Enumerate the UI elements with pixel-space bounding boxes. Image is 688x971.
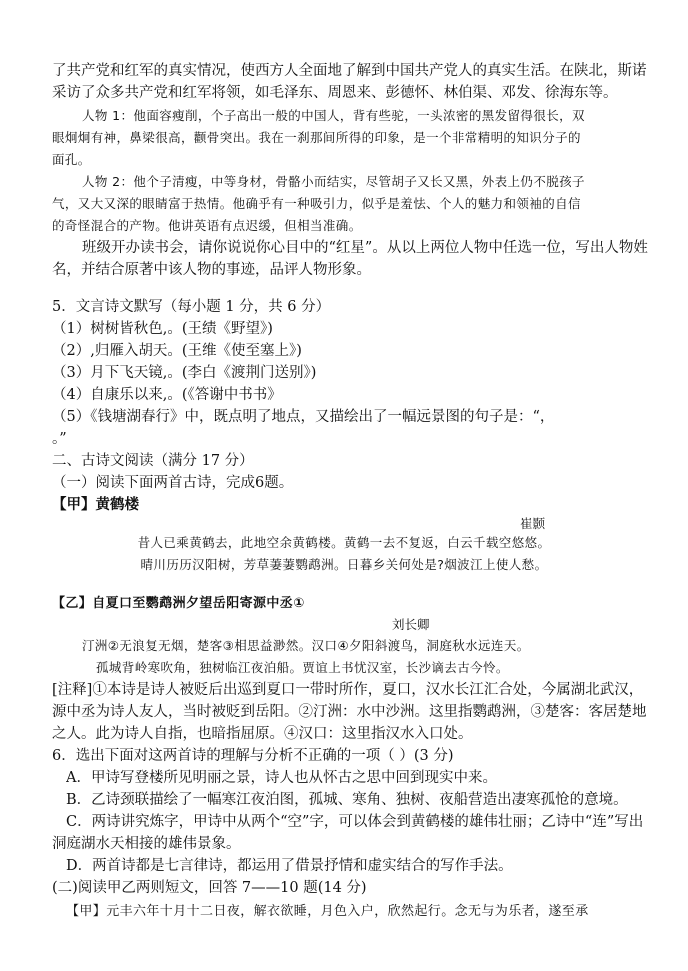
person2-line-3: 的奇怪混合的产物。他讲英语有点迟缓，但相当准确。 (52, 218, 362, 233)
section2-title: 二、古诗文阅读（满分 17 分） (52, 453, 254, 469)
q6-option-b: B．乙诗颈联描绘了一幅寒江夜泊图，孤城、寒角、独树、夜船营造出凄寒孤怆的意境。 (66, 792, 628, 808)
q5-item-3: （3）月下飞天镜,。(李白《渡荆门送别》) (52, 365, 317, 381)
person1-line-2: 眼炯炯有神，鼻梁很高，颧骨突出。我在一刹那间所得的印象，是一个非常精明的知识分子的 (52, 130, 581, 145)
notes-line-2: 源中丞为诗人友人，当时被贬到岳阳。②汀洲：水中沙洲。这里指鹦鹉洲，③楚客：客居楚地 (52, 704, 647, 720)
q5-title: 5．文言诗文默写（每小题 1 分，共 6 分） (52, 299, 331, 315)
task-line-2: 名，并结合原著中该人物的事迹，品评人物形象。 (52, 262, 371, 278)
person2-line-2: 气，又大又深的眼睛富于热情。他确乎有一种吸引力，似乎是羞怯、个人的魅力和领袖的自信 (52, 196, 581, 211)
task-line-1: 班级开办读书会，请你说说你心目中的“红星”。从以上两位人物中任选一位，写出人物姓 (82, 240, 648, 256)
q6-title: 6．选出下面对这两首诗的理解与分析不正确的一项（ ）(3 分) (52, 748, 454, 764)
q6-option-c-1: C．两诗讲究炼字，甲诗中从两个“空”字，可以体会到黄鹤楼的雄伟壮丽；乙诗中“连”写出 (66, 814, 644, 830)
intro-line-1: 了共产党和红军的真实情况，使西方人全面地了解到中国共产党人的真实生活。在陕北，斯诺 (52, 63, 647, 79)
section2-sub1: （一）阅读下面两首古诗，完成6题。 (52, 475, 294, 491)
notes-line-1: [注释]①本诗是诗人被贬后出巡到夏口一带时所作，夏口，汉水长江汇合处，今属湖北武汉， (52, 682, 644, 698)
notes-line-3: 之人。此为诗人自指，也暗指屈原。④汉口：这里指汉水入口处。 (52, 726, 473, 742)
section2b-passage-line-1: 【甲】元丰六年十月十二日夜，解衣欲睡，月色入户，欣然起行。念无与为乐者，遂至承 (66, 904, 589, 919)
poem-a-line-1: 昔人已乘黄鹤去，此地空余黄鹤楼。黄鹤一去不复返，白云千载空悠悠。 (137, 535, 551, 550)
person1-line-3: 面孔。 (52, 152, 91, 167)
poem-b-line-2: 孤城背岭寒吹角，独树临江夜泊船。贾谊上书忧汉室，长沙谪去古今怜。 (96, 660, 509, 675)
q6-option-a: A．甲诗写登楼所见明丽之景，诗人也从怀古之思中回到现实中来。 (66, 770, 497, 786)
poem-a-label: 【甲】黄鹤楼 (52, 496, 139, 513)
person1-line-1: 人物 1：他面容瘦削，个子高出一般的中国人，背有些驼，一头浓密的黑发留得很长，双 (82, 108, 585, 123)
q5-item-1: （1）树树皆秋色,。(王绩《野望》) (52, 321, 273, 337)
q5-item-5-end: 。” (52, 431, 67, 447)
q5-item-2: （2）,归雁入胡天。(王维《使至塞上》) (52, 343, 302, 359)
poem-b-author: 刘长卿 (392, 617, 430, 632)
q6-option-d: D．两首诗都是七言律诗，都运用了借景抒情和虚实结合的写作手法。 (66, 858, 513, 874)
person2-line-1: 人物 2：他个子清瘦，中等身材，骨骼小而结实，尽管胡子又长又黑，外表上仍不脱孩子 (82, 174, 585, 189)
q5-item-5: （5）《钱塘湖春行》中，既点明了地点，又描绘出了一幅远景图的句子是：“， (52, 409, 555, 425)
poem-b-label: 【乙】自夏口至鹦鹉洲夕望岳阳寄源中丞① (52, 596, 305, 611)
intro-line-2: 采访了众多共产党和红军将领，如毛泽东、周恩来、彭德怀、林伯渠、邓发、徐海东等。 (52, 85, 618, 101)
q5-item-4: （4）自康乐以来,。(《答谢中书书》 (52, 387, 282, 403)
poem-b-line-1: 汀洲②无浪复无烟，楚客③相思益渺然。汉口④夕阳斜渡鸟，洞庭秋水远连天。 (82, 638, 530, 653)
q6-option-c-2: 洞庭湖水天相接的雄伟景象。 (52, 836, 241, 852)
poem-a-line-2: 晴川历历汉阳树，芳草萋萋鹦鹉洲。日暮乡关何处是?烟波江上使人愁。 (140, 557, 548, 572)
poem-a-author: 崔颢 (520, 516, 546, 531)
section2b-title: (二)阅读甲乙两则短文，回答 7——10 题(14 分) (52, 880, 367, 896)
